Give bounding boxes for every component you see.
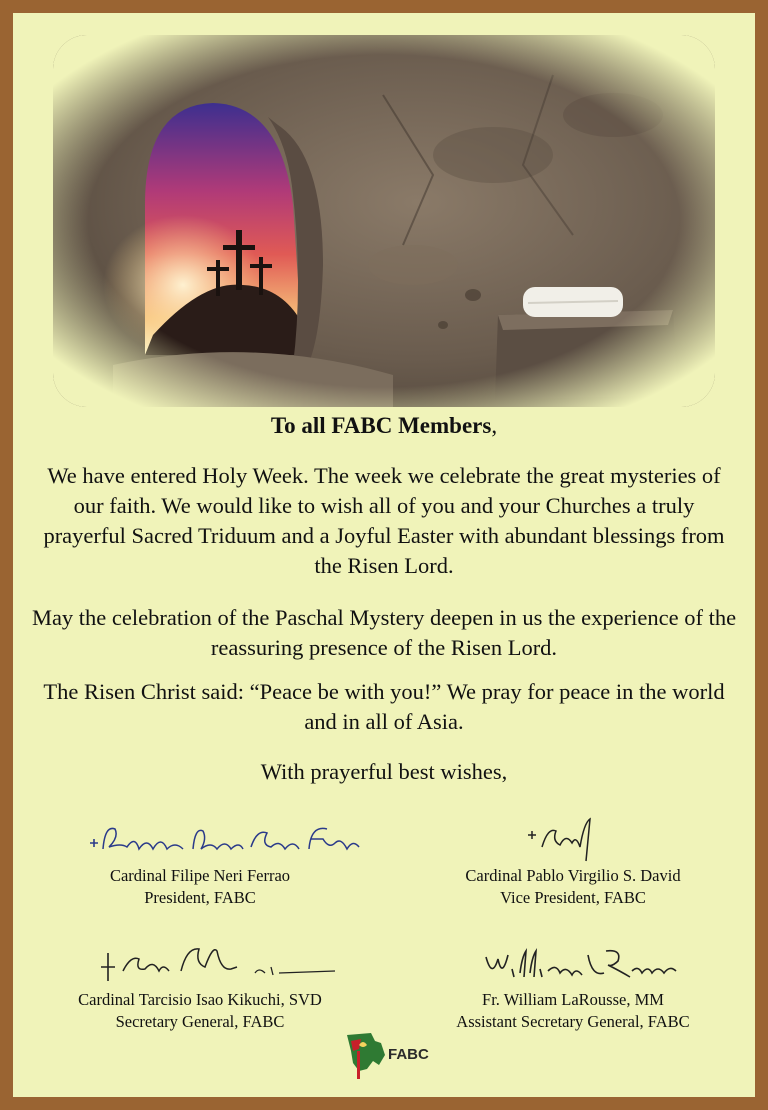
paragraph-peace: The Risen Christ said: “Peace be with you!” We pray for peace in the world and in all of Asia. — [43, 679, 725, 734]
signatory-vice-president — [408, 813, 738, 909]
signature-david — [408, 813, 738, 865]
signatory-name: Cardinal Tarcisio Isao Kikuchi, SVD — [78, 990, 322, 1009]
signatory-name: Cardinal Pablo Virgilio S. David — [465, 866, 681, 885]
card-frame — [13, 13, 755, 1097]
paragraph-holy-week: We have entered Holy Week. The week we celebrate the great mysteries of our faith. We would like to wish all of you and your Churches a truly prayerful Sacred Triduum and a Joyful Easter with abundant blessings from the Risen Lord. — [43, 463, 725, 578]
greeting-tail: , — [491, 413, 498, 438]
signatory-assistant-secretary — [408, 937, 738, 1033]
signatory-president — [35, 813, 365, 909]
signatory-name: Fr. William LaRousse, MM — [482, 990, 664, 1009]
signatory-title: President, FABC — [144, 888, 256, 907]
paragraph-paschal-mystery: May the celebration of the Paschal Mystery deepen in us the experience of the reassuring presence of the Risen Lord. — [31, 605, 737, 660]
greeting — [13, 413, 755, 439]
signature-ferrao — [35, 813, 365, 865]
signatory-name: Cardinal Filipe Neri Ferrao — [109, 866, 291, 885]
closing-line: With prayerful best wishes, — [260, 759, 508, 784]
empty-tomb-image — [53, 35, 715, 407]
signature-larousse — [408, 937, 738, 989]
fabc-logo — [345, 1031, 445, 1081]
signatory-secretary-general — [35, 937, 365, 1033]
fabc-logo-text: FABC — [388, 1046, 429, 1063]
signatory-title: Secretary General, FABC — [115, 1012, 285, 1031]
signature-kikuchi — [35, 937, 365, 989]
greeting-bold: To all FABC Members — [270, 413, 492, 438]
signatory-title: Vice President, FABC — [500, 888, 646, 907]
signatory-title: Assistant Secretary General, FABC — [456, 1012, 690, 1031]
